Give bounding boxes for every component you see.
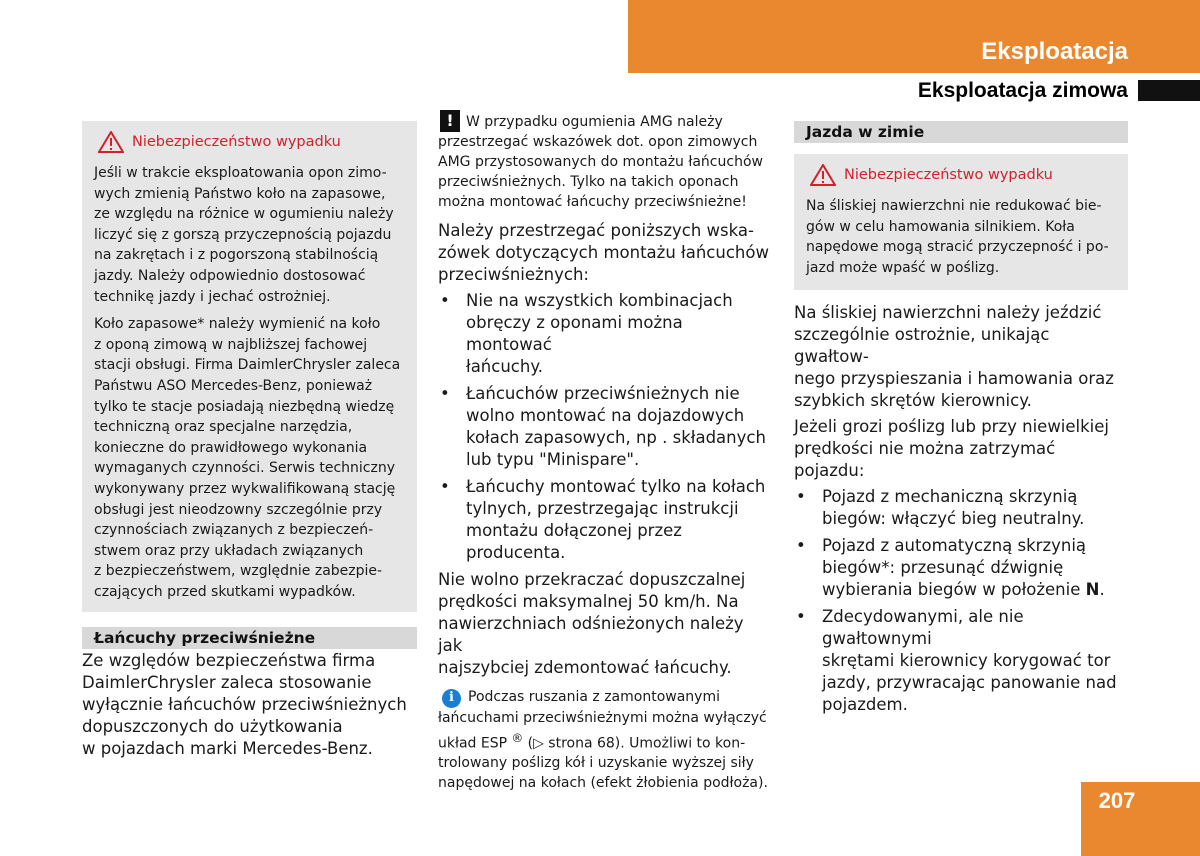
list-item: • Pojazd z mechaniczną skrzynią biegów: włączyć bieg neutralny. bbox=[794, 486, 1128, 530]
warning-title: Niebezpieczeństwo wypadku bbox=[844, 167, 1053, 183]
list-item: • Łańcuchów przeciwśnieżnych nie wolno montować na dojazdowych kołach zapasowych, np . składanych lub typu "Minispare". bbox=[438, 383, 773, 471]
chapter-title: Eksploatacja bbox=[981, 38, 1128, 65]
speed-limit-paragraph: Nie wolno przekraczać dopuszczalnej prędkości maksymalnej 50 km/h. Na nawierzchniach odśnieżonych należy jak najszybciej zdemontować łańcuchy. bbox=[438, 570, 746, 677]
winter-driving-heading: Jazda w zimie bbox=[794, 121, 1128, 143]
list-item: • Łańcuchy montować tylko na kołach tylnych, przestrzegając instrukcji montażu dołączonej przez producenta. bbox=[438, 476, 773, 564]
chains-intro: Należy przestrzegać poniższych wska- zówek dotyczących montażu łańcuchów przeciwśnieżnych: bbox=[438, 221, 769, 284]
column-1 bbox=[82, 121, 417, 760]
warning-title: Niebezpieczeństwo wypadku bbox=[132, 134, 341, 150]
chapter-header bbox=[628, 0, 1200, 73]
list-item: • Pojazd z automatyczną skrzynią biegów*: przesunąć dźwignię wybierania biegów w położenie N. bbox=[794, 535, 1128, 601]
warning-heading bbox=[806, 164, 1114, 186]
slippery-road-paragraph: Na śliskiej nawierzchni należy jeździć szczególnie ostrożnie, unikając gwałtow- nego przyspieszania i hamowania oraz szybkich skrętów kierownicy. bbox=[794, 303, 1114, 411]
skid-paragraph: Jeżeli grozi poślizg lub przy niewielkiej prędkości nie można zatrzymać pojazdu: bbox=[794, 417, 1110, 481]
chains-bullet-list bbox=[438, 290, 773, 564]
warning-triangle-icon bbox=[98, 131, 124, 153]
esp-info-note: i Podczas ruszania z zamontowanymi łańcuchami przeciwśnieżnymi można wyłączyć układ ESP ® (▷ strona 68). Umożliwi to kon- trolowany poślizg kół i uzyskanie wyższej siły napędowej na kołach (efekt żłobienia podłoża). bbox=[438, 689, 768, 792]
warning-paragraph-2: Koło zapasowe* należy wymienić na koło z oponą zimową w najbliższej fachowej stacji obsługi. Firma DaimlerChrysler zaleca Państwu ASO Mercedes-Benz, ponieważ tylko te stacje posiadają niezbędną wiedzę techniczną oraz specjalne narzędzia, konieczne do prawidłowego wykonania wymaganych czynności. Serwis techniczny wykonywany przez wykwalifikowaną stację obsługi jest nieodzowny szczególnie przy czynnościach związanych z bezpieczeń- stwem oraz przy układach związanych z bezpieczeństwem, względnie zabezpie- czających przed skutkami wypadków. bbox=[94, 316, 401, 600]
page-number: 207 bbox=[1098, 788, 1136, 813]
warning-paragraph-1: Jeśli w trakcie eksploatowania opon zimo- wych zmienią Państwo koło na zapasowe, ze względu na różnice w ogumieniu należy liczyć się z gorszą przyczepnością pojazdu na zakrętach i z pogorszoną stabilnością jazdy. Należy odpowiednio dostosować technikę jazdy i jechać ostrożniej. bbox=[94, 165, 394, 305]
list-item: • Zdecydowanymi, ale nie gwałtownymi skrętami kierownicy korygować tor jazdy, przywracając panowanie nad pojazdem. bbox=[794, 606, 1128, 716]
column-3 bbox=[794, 121, 1128, 721]
skid-bullet-list bbox=[794, 486, 1128, 716]
snow-chains-paragraph: Ze względów bezpieczeństwa firma DaimlerChrysler zaleca stosowanie wyłącznie łańcuchów przeciwśnieżnych dopuszczonych do użytkowania w pojazdach marki Mercedes-Benz. bbox=[82, 651, 407, 759]
warning-heading bbox=[94, 131, 403, 153]
snow-chains-heading: Łańcuchy przeciwśnieżne bbox=[82, 627, 417, 649]
page-number-box bbox=[1081, 782, 1200, 856]
accident-warning-box bbox=[794, 154, 1128, 290]
warning-triangle-icon bbox=[810, 164, 836, 186]
warning-paragraph: Na śliskiej nawierzchni nie redukować bie- gów w celu hamowania silnikiem. Koła napędowe mogą stracić przyczepność i po- jazd może wpaść w poślizg. bbox=[806, 198, 1109, 276]
section-heading: Eksploatacja zimowa bbox=[917, 79, 1128, 102]
column-2 bbox=[438, 110, 773, 793]
list-item: • Nie na wszystkich kombinacjach obręczy z oponami można montować łańcuchy. bbox=[438, 290, 773, 378]
section-marker bbox=[1138, 80, 1200, 101]
accident-warning-box bbox=[82, 121, 417, 612]
exclamation-icon: ! bbox=[440, 110, 460, 132]
info-icon: i bbox=[442, 689, 461, 708]
amg-note: ! W przypadku ogumienia AMG należy przestrzegać wskazówek dot. opon zimowych AMG przystosowanych do montażu łańcuchów przeciwśnieżnych. Tylko na takich oponach można montować łańcuchy przeciwśnieżne! bbox=[438, 111, 763, 210]
